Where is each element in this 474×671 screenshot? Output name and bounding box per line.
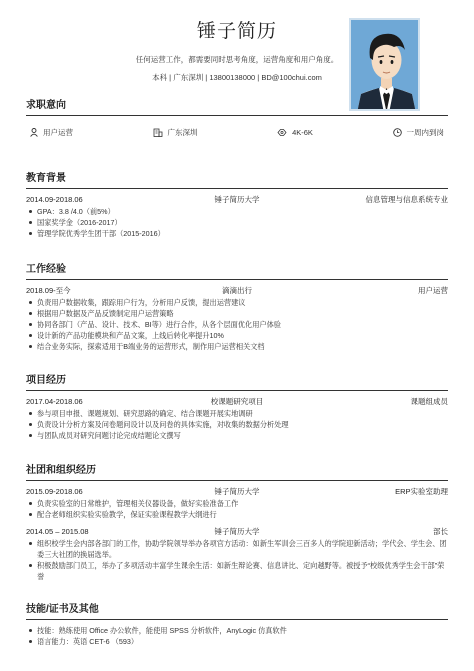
bullet-item: 组织校学生会内部各部门的工作，协助学院领导举办各项官方活动：如新生军训会三百多人的学院迎新活动；学代会、学生会、团委三大社团的换届选举。 (26, 538, 448, 560)
section-title: 教育背景 (26, 169, 448, 189)
bullet-item: 配合老师组织实验实验教学，保证实验课程教学大纲进行 (26, 509, 448, 520)
entry-date: 2015.09-2018.06 (26, 487, 83, 496)
bullet-item: 管理学院优秀学生团干部（2015-2016） (26, 228, 448, 239)
entry-date: 2014.05 – 2015.08 (26, 527, 89, 536)
entry-bullets (26, 206, 448, 239)
entry-header (26, 486, 448, 498)
bullet-item: 积极鼓励部门员工，举办了多项活动丰富学生课余生活：如新生辩论赛、信息讲比、定向越野等。被授予“校级优秀学生会干部”荣誉 (26, 560, 448, 582)
bullet-item: 结合业务实际，探索适用于B端业务的运营形式，制作用户运营相关文档 (26, 341, 448, 352)
entry-role: 部长 (433, 527, 448, 536)
entry-org: 锤子简历大学 (214, 527, 260, 536)
resume-header (26, 0, 448, 96)
education-section (26, 169, 448, 239)
bullet-item: GPA：3.8 /4.0（前5%） (26, 206, 448, 217)
entry-header (26, 396, 448, 408)
entry-org: 锤子简历大学 (214, 487, 260, 496)
money-icon (277, 128, 287, 137)
clock-icon (393, 128, 402, 137)
intent-location-label: 广东深圳 (167, 128, 198, 137)
entry-role: 课题组成员 (410, 397, 448, 406)
work-section (26, 260, 448, 352)
entry-bullets (26, 408, 448, 441)
bullet-item: 参与项目申报、课题规划、研究思路的确定、结合课题开展实地调研 (26, 408, 448, 419)
entry-date: 2014.09-2018.06 (26, 195, 83, 204)
section-title: 项目经历 (26, 371, 448, 391)
entry-date: 2017.04-2018.06 (26, 397, 83, 406)
user-icon (30, 128, 38, 137)
projects-section (26, 371, 448, 441)
bullet-item: 协同各部门（产品、设计、技术、BI等）进行合作，从各个层面优化用户体验 (26, 319, 448, 330)
personal-intro: 任何运营工作，都需要同时思考角度，运营角度和用户角度。 (135, 55, 339, 64)
entry-org: 滴滴出行 (222, 286, 252, 295)
bullet-item: 国家奖学金（2016-2017） (26, 217, 448, 228)
profile-photo (349, 18, 420, 111)
intent-availability (393, 127, 445, 138)
entry-header (26, 194, 448, 206)
section-title: 社团和组织经历 (26, 461, 448, 481)
building-icon (153, 128, 163, 137)
skills-section (26, 600, 448, 647)
bullet-item: 根据用户数据及产品反馈制定用户运营策略 (26, 308, 448, 319)
job-intent-row (26, 121, 448, 138)
bullet-item: 语言能力：英语 CET-6 （593） (26, 636, 448, 647)
entry-org: 校课题研究项目 (210, 397, 264, 406)
bullet-item: 与团队成员对研究问题讨论完成结题论文撰写 (26, 430, 448, 441)
entry-bullets (26, 498, 448, 520)
skills-bullets (26, 625, 448, 647)
entry-bullets (26, 297, 448, 352)
entry-date: 2018.09-至今 (26, 286, 71, 295)
avatar-illustration (351, 20, 420, 111)
intent-location (153, 127, 198, 138)
entry-header (26, 526, 448, 538)
intent-position (30, 127, 73, 138)
entry-bullets (26, 538, 448, 582)
section-title: 求职意向 (26, 96, 448, 116)
entry-role: ERP实验室助理 (395, 487, 448, 496)
intent-salary-label: 4K-6K (292, 128, 313, 137)
contact-info: 本科 | 广东深圳 | 13800138000 | BD@100chui.com (152, 73, 322, 82)
entry-role: 用户运营 (418, 286, 448, 295)
bullet-item: 设计新的产品功能模块和产品文案，上线后转化率提升10% (26, 330, 448, 341)
intent-salary (277, 128, 313, 137)
entry-org: 锤子简历大学 (214, 195, 260, 204)
section-title: 工作经验 (26, 260, 448, 280)
bullet-item: 负责实验室的日常维护，管理相关仪器设备，做好实验准备工作 (26, 498, 448, 509)
bullet-item: 技能：熟练使用 Office 办公软件，能使用 SPSS 分析软件，AnyLogic 仿真软件 (26, 625, 448, 636)
intent-position-label: 用户运营 (43, 128, 73, 137)
entry-role: 信息管理与信息系统专业 (365, 195, 448, 204)
intent-availability-label: 一周内到岗 (406, 128, 444, 137)
bullet-item: 负责用户数据收集，跟踪用户行为，分析用户反馈，提出运营建议 (26, 297, 448, 308)
entry-header (26, 285, 448, 297)
bullet-item: 负责设计分析方案及问卷题问设计以及问卷的具体实施，对收集的数据分析处理 (26, 419, 448, 430)
organization-section (26, 461, 448, 582)
candidate-name: 锤子简历 (196, 21, 277, 42)
section-title: 技能/证书及其他 (26, 600, 448, 620)
